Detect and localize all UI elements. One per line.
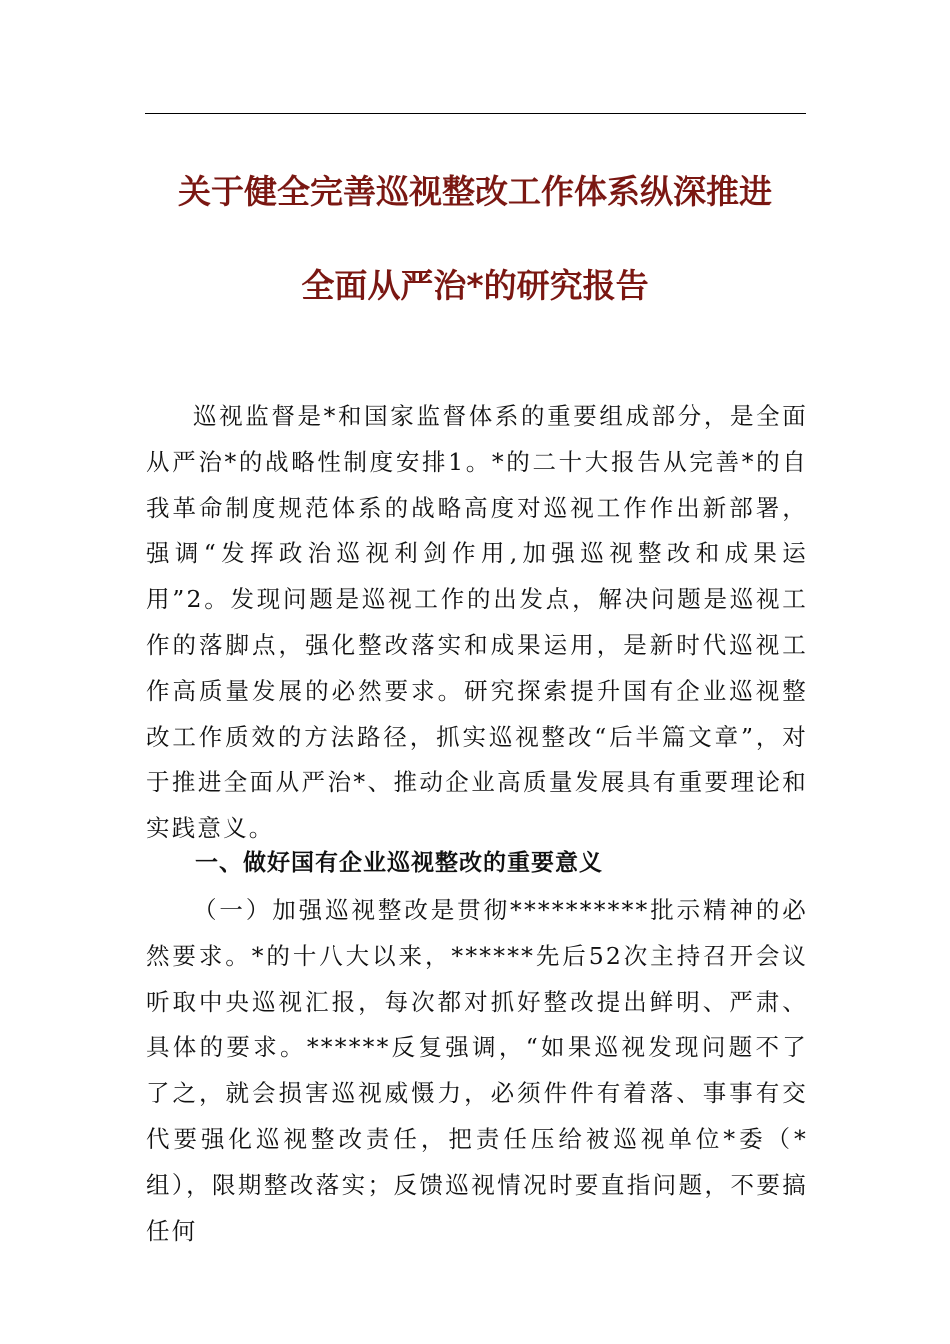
body-paragraph: （一）加强巡视整改是贯彻**********批示精神的必然要求。*的十八大以来，******先后52次主持召开会议听取中央巡视汇报，每次都对抓好整改提出鲜明、严肃、具体的要求。******反复强调，“如果巡视发现问题不了了之，就会损害巡视威慑力，必须件件有着落、事事有交代要强化巡视整改责任，把责任压给被巡视单位*委（*组），限期整改落实；反馈巡视情况时要直指问题，不要搞任何 xyxy=(146,896,808,1245)
section-heading-1: 一、做好国有企业巡视整改的重要意义 xyxy=(195,850,603,876)
document-title-line-2: 全面从严治*的研究报告 xyxy=(301,266,649,305)
header-rule xyxy=(145,113,806,114)
intro-paragraph: 巡视监督是*和国家监督体系的重要组成部分，是全面从严治*的战略性制度安排1。*的二十大报告从完善*的自我革命制度规范体系的战略高度对巡视工作作出新部署，强调“发挥政治巡视利剑作用,加强巡视整改和成果运用”2。发现问题是巡视工作的出发点，解决问题是巡视工作的落脚点，强化整改落实和成果运用，是新时代巡视工作高质量发展的必然要求。研究探索提升国有企业巡视整改工作质效的方法路径，抓实巡视整改“后半篇文章”，对于推进全面从严治*、推动企业高质量发展具有重要理论和实践意义。 xyxy=(146,402,808,843)
document-title-line-1: 关于健全完善巡视整改工作体系纵深推进 xyxy=(178,172,772,211)
